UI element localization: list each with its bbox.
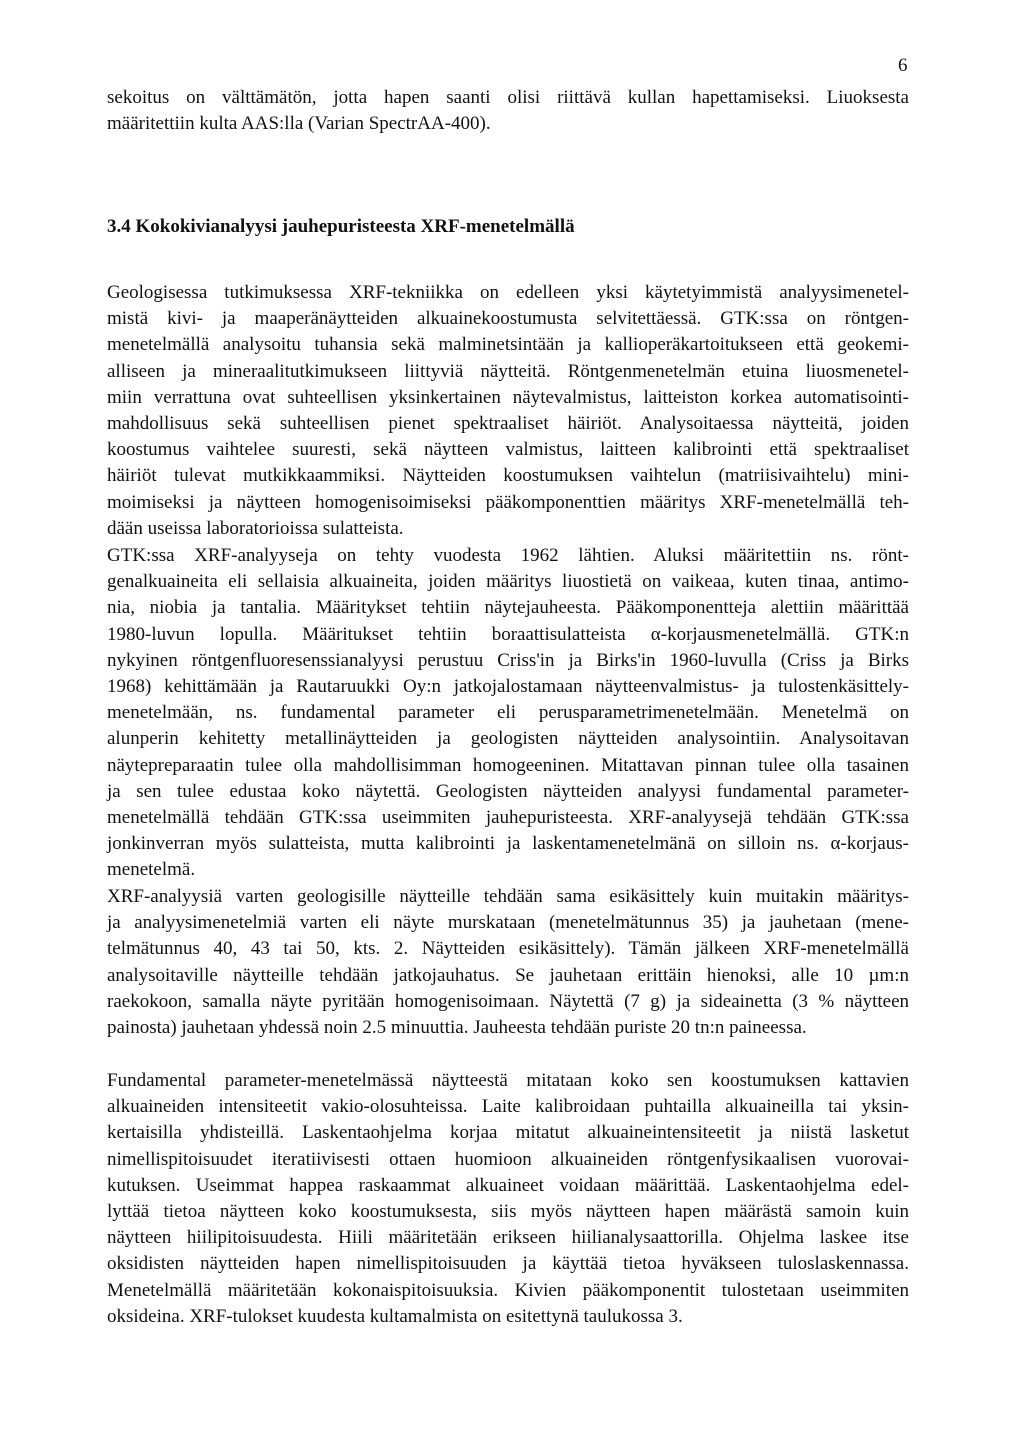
section-heading: 3.4 Kokokivianalyysi jauhepuristeesta XRF-menetelmällä — [107, 216, 575, 237]
paragraph-fundamental-parameter — [107, 1068, 909, 1330]
text-line: 1968) kehittämään ja Rautaruukki Oy:n jatkojalostamaan näytteenvalmistus- ja tulostenkäsittely- — [107, 676, 909, 698]
text-line: miin verrattuna ovat suhteellisen yksinkertainen näytevalmistus, laitteiston korkea automatisointi- — [107, 386, 909, 408]
text-line: koostumus vaihtelee suuresti, sekä näytteen valmistus, laitteen kalibrointi että spektraaliset — [107, 439, 909, 461]
text-line: Geologisessa tutkimuksessa XRF-tekniikka on edelleen yksi käytetyimmistä analyysimenetel- — [107, 282, 909, 303]
text-line: ja analyysimenetelmiä varten eli näyte murskataan (menetelmätunnus 35) ja jauhetaan (mene- — [107, 912, 909, 934]
text-line: telmätunnus 40, 43 tai 50, kts. 2. Näytteiden esikäsittely). Tämän jälkeen XRF-menetelmällä — [107, 938, 909, 960]
text-line: nykyinen röntgenfluoresenssianalyysi perustuu Criss'in ja Birks'in 1960-luvulla (Criss ja Birks — [107, 649, 909, 671]
text-line: menetelmään, ns. fundamental parameter eli perusparametrimenetelmään. Menetelmä on — [107, 702, 909, 724]
text-line: XRF-analyysiä varten geologisille näytteille tehdään sama esikäsittely kuin muitakin määritys- — [107, 886, 909, 907]
text-line: mistä kivi- ja maaperänäytteiden alkuainekoostumusta selvitettäessä. GTK:ssa on röntgen- — [107, 308, 909, 330]
text-line: Fundamental parameter-menetelmässä näytteestä mitataan koko sen koostumuksen kattavien — [107, 1070, 909, 1091]
text-line: sekoitus on välttämätön, jotta hapen saanti olisi riittävä kullan hapettamiseksi. Liuoksesta — [107, 87, 909, 108]
text-line: kertaisilla yhdisteillä. Laskentaohjelma korjaa mitatut alkuaineintensiteetit ja niistä lasketut — [107, 1122, 909, 1144]
text-line: häiriöt tulevat mutkikkaammiksi. Näytteiden koostumuksen vaihtelun (matriisivaihtelu) mini- — [107, 465, 909, 487]
text-line: genalkuaineita eli sellaisia alkuaineita, joiden määritys liuostietä on vaikeaa, kuten tinaa, antimo- — [107, 571, 909, 593]
paragraph-sample-preparation — [107, 884, 909, 1041]
text-line: alliseen ja mineraalitutkimukseen liittyviä näytteitä. Röntgenmenetelmän etuina liuosmenetel- — [107, 360, 909, 382]
text-line: jonkinverran myös sulatteista, mutta kalibrointi ja laskentamenetelmänä on silloin ns. α-korjaus- — [107, 833, 909, 855]
text-line: analysoitaville näytteille tehdään jatkojauhatus. Se jauhetaan erittäin hienoksi, alle 10 µm:n — [107, 964, 909, 986]
text-line: 1980-luvun lopulla. Määritukset tehtiin boraattisulatteista α-korjausmenetelmällä. GTK:n — [107, 623, 909, 645]
text-line: raekokoon, samalla näyte pyritään homogenisoimaan. Näytettä (7 g) ja sideainetta (3 % näytteen — [107, 990, 909, 1012]
page-number: 6 — [898, 55, 908, 76]
paragraph-xrf-technique — [107, 280, 909, 542]
text-line: oksidisten näytteiden hapen nimellispitoisuuden ja käyttää tietoa hyväkseen tuloslaskennassa. — [107, 1253, 909, 1275]
text-line: menetelmällä analysoitu tuhansia sekä malminetsintään ja kallioperäkartoitukseen että geokemi- — [107, 334, 909, 356]
text-line: nimellispitoisuudet iteratiivisesti ottaen huomioon alkuaineiden röntgenfysikaalisen vuorovai- — [107, 1148, 909, 1170]
text-line: kutuksen. Useimmat happea raskaammat alkuaineet voidaan määrittää. Laskentaohjelma edel- — [107, 1174, 909, 1196]
intro-paragraph — [107, 85, 909, 137]
text-line: mahdollisuus sekä suhteellisen pienet spektraaliset häiriöt. Analysoitaessa näytteitä, joiden — [107, 413, 909, 435]
text-line: alkuaineiden intensiteetit vakio-olosuhteissa. Laite kalibroidaan puhtailla alkuaineilla tai yksin- — [107, 1096, 909, 1118]
text-line: dään useissa laboratorioissa sulatteista. — [107, 517, 404, 539]
text-line: oksideina. XRF-tulokset kuudesta kultamalmista on esitettynä taulukossa 3. — [107, 1305, 683, 1327]
text-line: määritettiin kulta AAS:lla (Varian SpectrAA-400). — [107, 113, 491, 135]
text-line: näytteen hiilipitoisuudesta. Hiili määritetään erikseen hiilianalysaattorilla. Ohjelma laskee itse — [107, 1227, 909, 1249]
text-line: menetelmä. — [107, 859, 196, 881]
text-line: painosta) jauhetaan yhdessä noin 2.5 minuuttia. Jauheesta tehdään puriste 20 tn:n paineessa. — [107, 1017, 807, 1039]
text-line: nia, niobia ja tantalia. Määritykset tehtiin näytejauheesta. Pääkomponentteja alettiin määrittää — [107, 597, 909, 619]
text-line: Menetelmällä määritetään kokonaispitoisuuksia. Kivien pääkomponentit tulostetaan useimmiten — [107, 1279, 909, 1301]
text-line: GTK:ssa XRF-analyyseja on tehty vuodesta 1962 lähtien. Aluksi määritettiin ns. rönt- — [107, 545, 909, 566]
paragraph-gtk-history — [107, 543, 909, 884]
text-line: näytepreparaatin tulee olla mahdollisimman homogeeninen. Mitattavan pinnan tulee olla tasainen — [107, 754, 909, 776]
text-line: alunperin kehitetty metallinäytteiden ja geologisten näytteiden analysointiin. Analysoitavan — [107, 728, 909, 750]
text-line: moimiseksi ja näytteen homogenisoimiseksi pääkomponenttien määritys XRF-menetelmällä teh- — [107, 491, 909, 513]
text-line: menetelmällä tehdään GTK:ssa useimmiten jauhepuristeesta. XRF-analyysejä tehdään GTK:ssa — [107, 807, 909, 829]
text-line: lyttää tietoa näytteen koko koostumuksesta, siis myös näytteen hapen määrästä samoin kuin — [107, 1201, 909, 1223]
text-line: ja sen tulee edustaa koko näytettä. Geologisten näytteiden analyysi fundamental parameter- — [107, 780, 909, 802]
